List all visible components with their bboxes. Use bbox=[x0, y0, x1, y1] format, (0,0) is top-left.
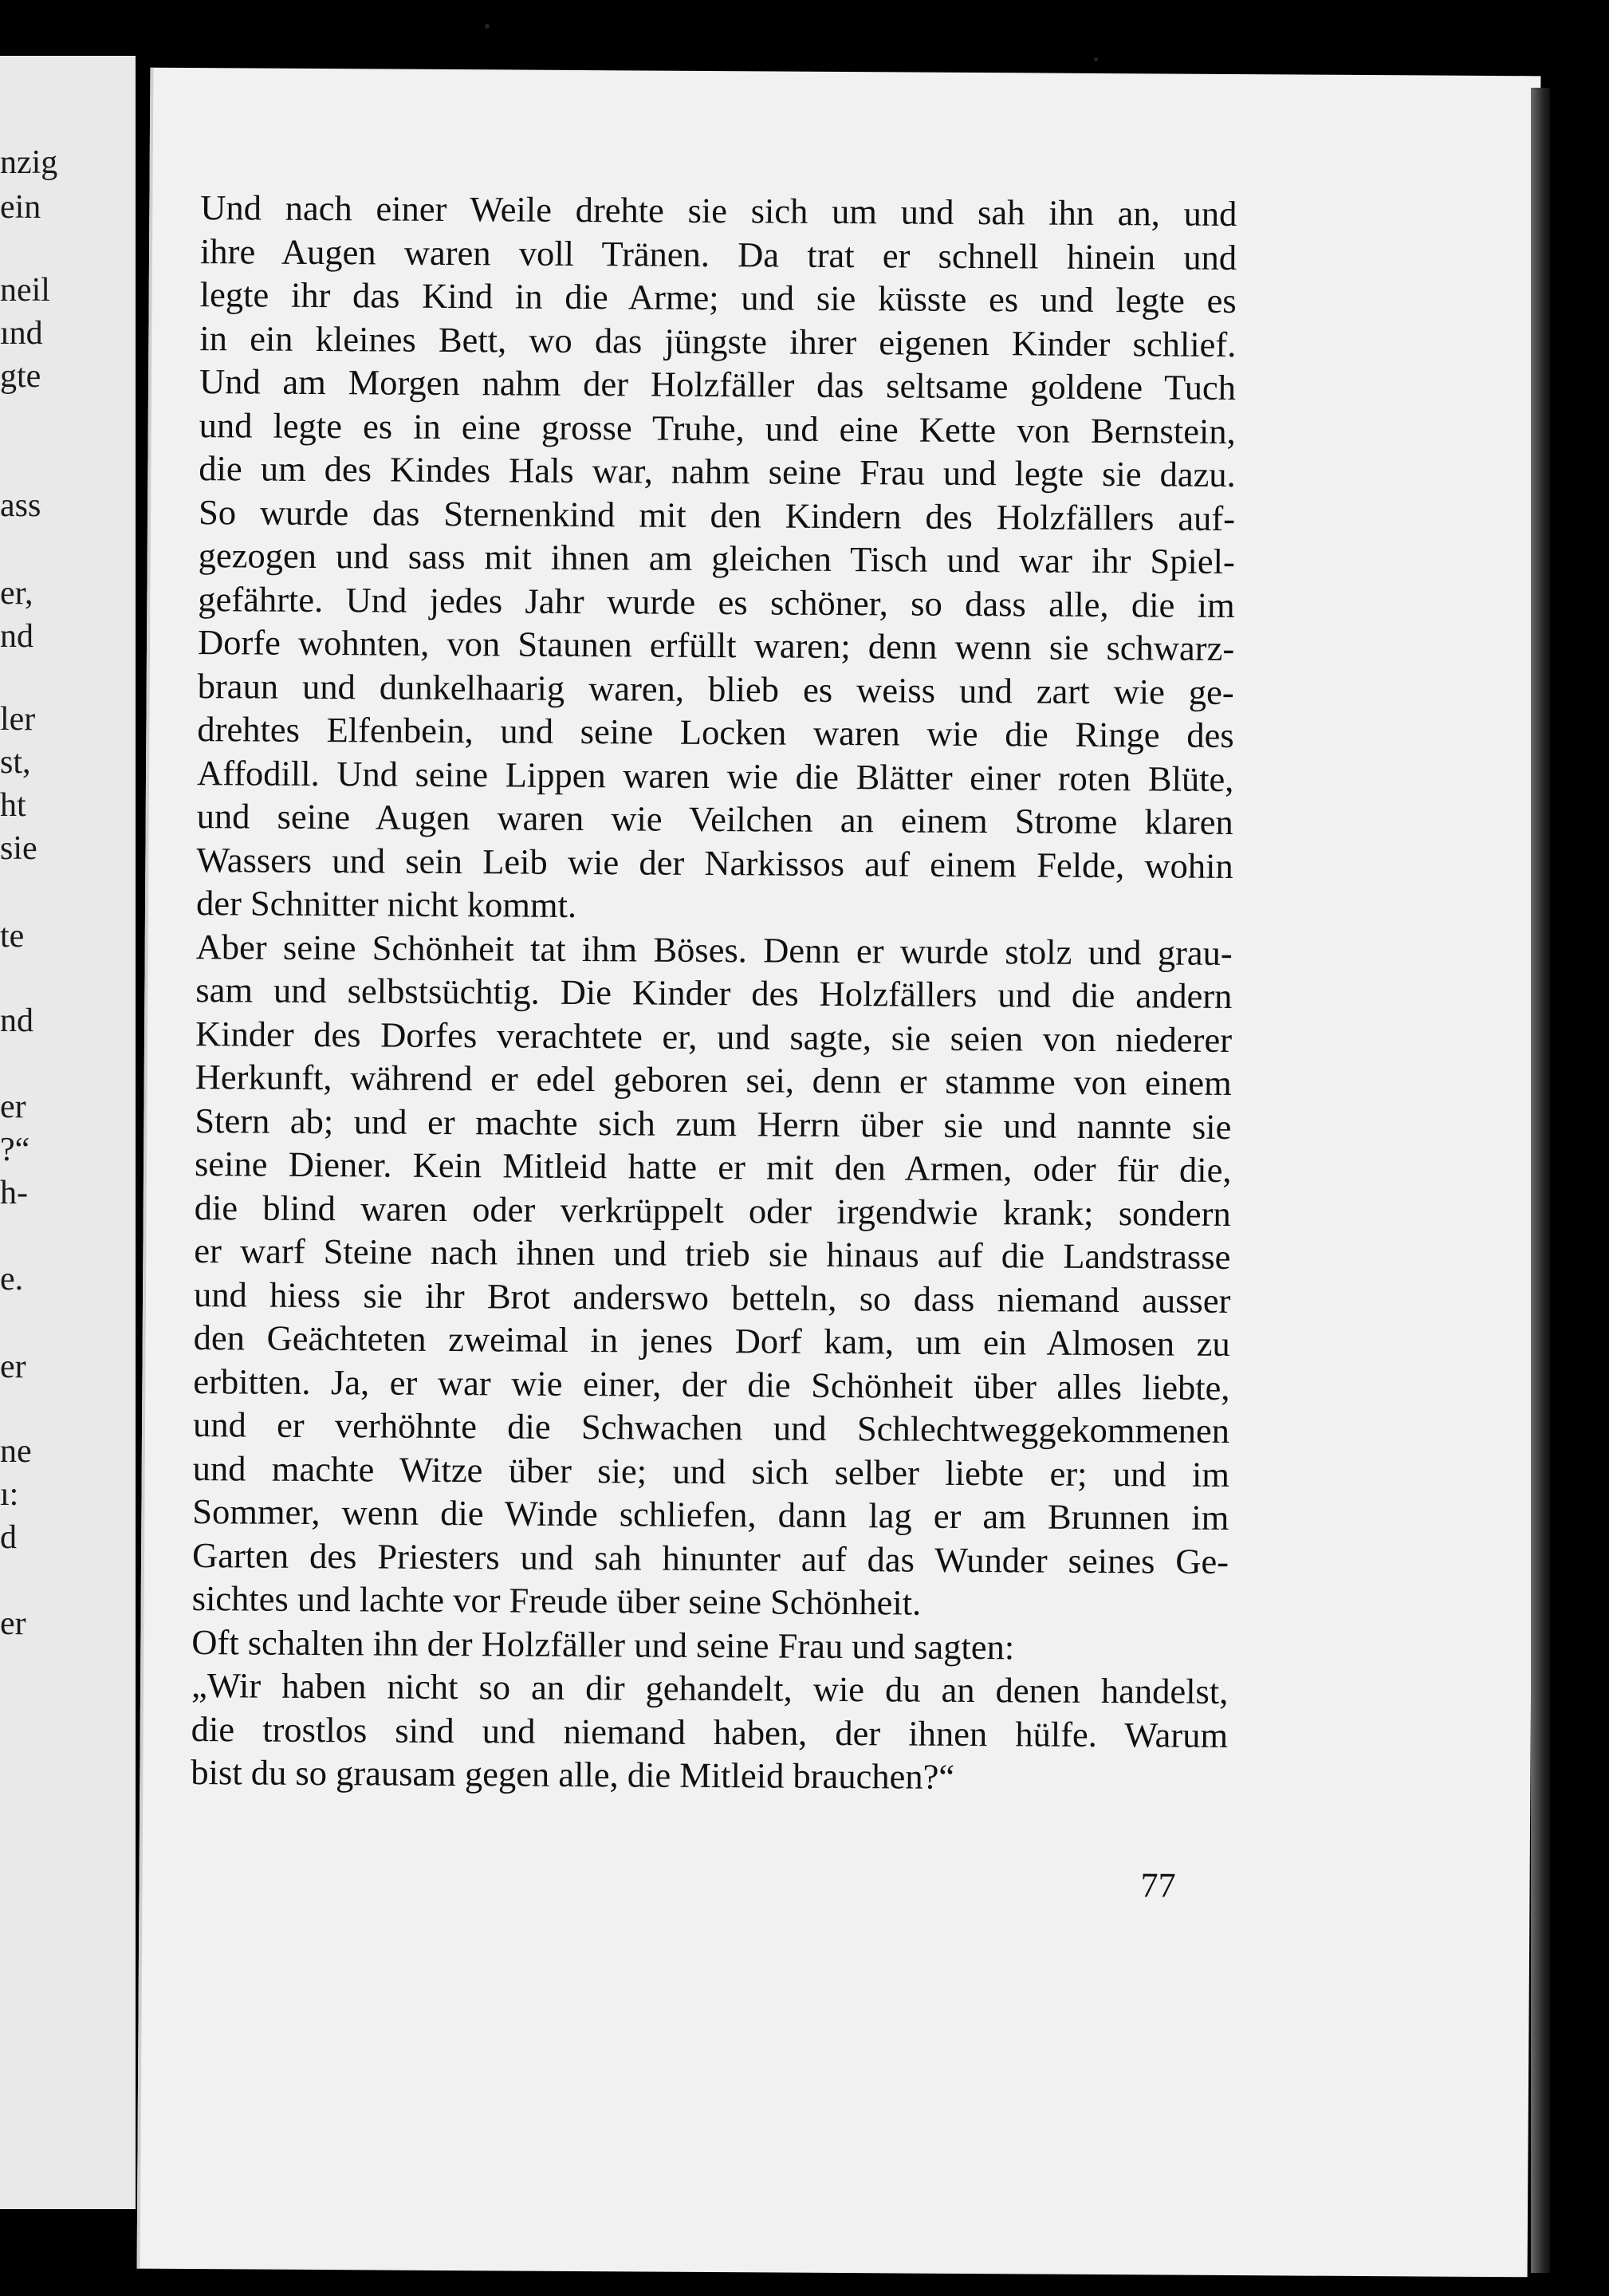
text-line: braun und dunkelhaarig waren, blieb es weiss und zart wie ge- bbox=[197, 665, 1234, 712]
scan-speck bbox=[485, 24, 490, 29]
text-line: der Schnitter nicht kommt. bbox=[195, 883, 577, 925]
text-line: Dorfe wohnten, von Staunen erfüllt waren; denn wenn sie schwarz- bbox=[197, 622, 1235, 669]
text-line: und legte es in eine grosse Truhe, und eine Kette von Bernstein, bbox=[199, 404, 1236, 451]
previous-page-fragment: ?“ bbox=[0, 1132, 30, 1168]
text-line: erbitten. Ja, er war wie einer, der die Schönheit über alles liebte, bbox=[193, 1361, 1230, 1408]
text-line: und er verhöhnte die Schwachen und Schlechtweggekommenen bbox=[192, 1404, 1230, 1451]
text-line: drehtes Elfenbein, und seine Locken waren wie die Ringe des bbox=[197, 709, 1234, 756]
previous-page-fragment: ler bbox=[0, 701, 36, 738]
previous-page-fragment: d bbox=[0, 1519, 17, 1556]
text-line: Garten des Priesters und sah hinunter auf das Wunder seines Ge- bbox=[191, 1534, 1229, 1581]
text-line: „Wir haben nicht so an dir gehandelt, wie du an denen handelst, bbox=[191, 1665, 1229, 1711]
text-line: die blind waren oder verkrüppelt oder irgendwie krank; sondern bbox=[194, 1187, 1231, 1234]
text-line: und seine Augen waren wie Veilchen an einem Strome klaren bbox=[196, 796, 1233, 843]
previous-page-fragment: sie bbox=[0, 830, 37, 867]
previous-page-fragment: ein bbox=[0, 189, 41, 226]
text-line: er warf Steine nach ihnen und trieb sie hinaus auf die Landstrasse bbox=[194, 1231, 1231, 1278]
previous-page-fragment: h- bbox=[0, 1175, 28, 1211]
text-line: gefährte. Und jedes Jahr wurde es schöner, so dass alle, die im bbox=[198, 578, 1235, 625]
previous-page-fragment: ht bbox=[0, 787, 26, 824]
text-line: bist du so grausam gegen alle, die Mitleid brauchen?“ bbox=[191, 1752, 955, 1797]
text-line: sam und selbstsüchtig. Die Kinder des Holzfällers und die andern bbox=[195, 970, 1233, 1017]
text-line: Herkunft, während er edel geboren sei, denn er stamme von einem bbox=[195, 1057, 1232, 1104]
previous-page-fragment: ı: bbox=[0, 1476, 19, 1513]
page-text bbox=[191, 186, 1237, 1800]
text-line: So wurde das Sternenkind mit den Kindern des Holzfällers auf- bbox=[198, 491, 1236, 538]
previous-page-fragment: nd bbox=[0, 618, 33, 655]
previous-page-fragment: te bbox=[0, 918, 25, 955]
text-line: in ein kleines Bett, wo das jüngste ihrer eigenen Kinder schlief. bbox=[199, 317, 1237, 364]
text-line: Kinder des Dorfes verachtete er, und sagte, sie seien von niederer bbox=[195, 1013, 1233, 1060]
text-line: Sommer, wenn die Winde schliefen, dann lag er am Brunnen im bbox=[192, 1491, 1229, 1538]
text-line: Stern ab; und er machte sich zum Herrn über sie und nannte sie bbox=[195, 1100, 1232, 1147]
text-line: Und am Morgen nahm der Holzfäller das seltsame goldene Tuch bbox=[199, 361, 1237, 408]
text-line: den Geächteten zweimal in jenes Dorf kam, um ein Almosen zu bbox=[193, 1317, 1230, 1365]
previous-page-edge bbox=[0, 56, 136, 2209]
text-line: gezogen und sass mit ihnen am gleichen Tisch und war ihr Spiel- bbox=[198, 535, 1235, 582]
text-line: und machte Witze über sie; und sich selber liebte er; und im bbox=[192, 1447, 1230, 1495]
previous-page-fragment: st, bbox=[0, 744, 31, 781]
text-line: Oft schalten ihn der Holzfäller und seine Frau und sagten: bbox=[191, 1621, 1015, 1667]
text-line: Affodill. Und seine Lippen waren wie die Blätter einer roten Blüte, bbox=[196, 752, 1234, 799]
text-line: legte ihr das Kind in die Arme; und sie küsste es und legte es bbox=[199, 274, 1237, 321]
text-line: Aber seine Schönheit tat ihm Böses. Denn er wurde stolz und grau- bbox=[195, 926, 1233, 973]
page-number: 77 bbox=[1140, 1865, 1176, 1905]
previous-page-fragment: er bbox=[0, 1089, 26, 1125]
text-line: die um des Kindes Hals war, nahm seine Frau und legte sie dazu. bbox=[199, 448, 1236, 495]
text-line: Wassers und sein Leib wie der Narkissos auf einem Felde, wohin bbox=[196, 839, 1233, 886]
text-line: Und nach einer Weile drehte sie sich um und sah ihn an, und bbox=[200, 187, 1237, 234]
previous-page-fragment: gte bbox=[0, 358, 41, 395]
book-page bbox=[137, 68, 1541, 2278]
previous-page-fragment: nzig bbox=[0, 144, 58, 181]
page-stack-edge bbox=[1531, 88, 1550, 2273]
previous-page-fragment: nd bbox=[0, 1002, 33, 1039]
previous-page-fragment: er, bbox=[0, 575, 33, 612]
text-line: die trostlos sind und niemand haben, der ihnen hülfe. Warum bbox=[191, 1708, 1229, 1755]
previous-page-fragment: er bbox=[0, 1349, 26, 1385]
previous-page-fragment: ne bbox=[0, 1433, 32, 1470]
text-line: und hiess sie ihr Brot anderswo betteln, so dass niemand ausser bbox=[193, 1274, 1231, 1321]
text-line: ihre Augen waren voll Tränen. Da trat er schnell hinein und bbox=[199, 230, 1237, 278]
previous-page-fragment: er bbox=[0, 1605, 26, 1642]
text-line: sichtes und lachte vor Freude über seine Schönheit. bbox=[191, 1578, 922, 1623]
previous-page-fragment: neil bbox=[0, 272, 50, 309]
previous-page-fragment: ass bbox=[0, 487, 41, 524]
text-line: seine Diener. Kein Mitleid hatte er mit den Armen, oder für die, bbox=[194, 1144, 1232, 1191]
scan-speck bbox=[1094, 57, 1098, 61]
previous-page-fragment: e. bbox=[0, 1261, 24, 1298]
previous-page-fragment: ınd bbox=[0, 315, 43, 352]
